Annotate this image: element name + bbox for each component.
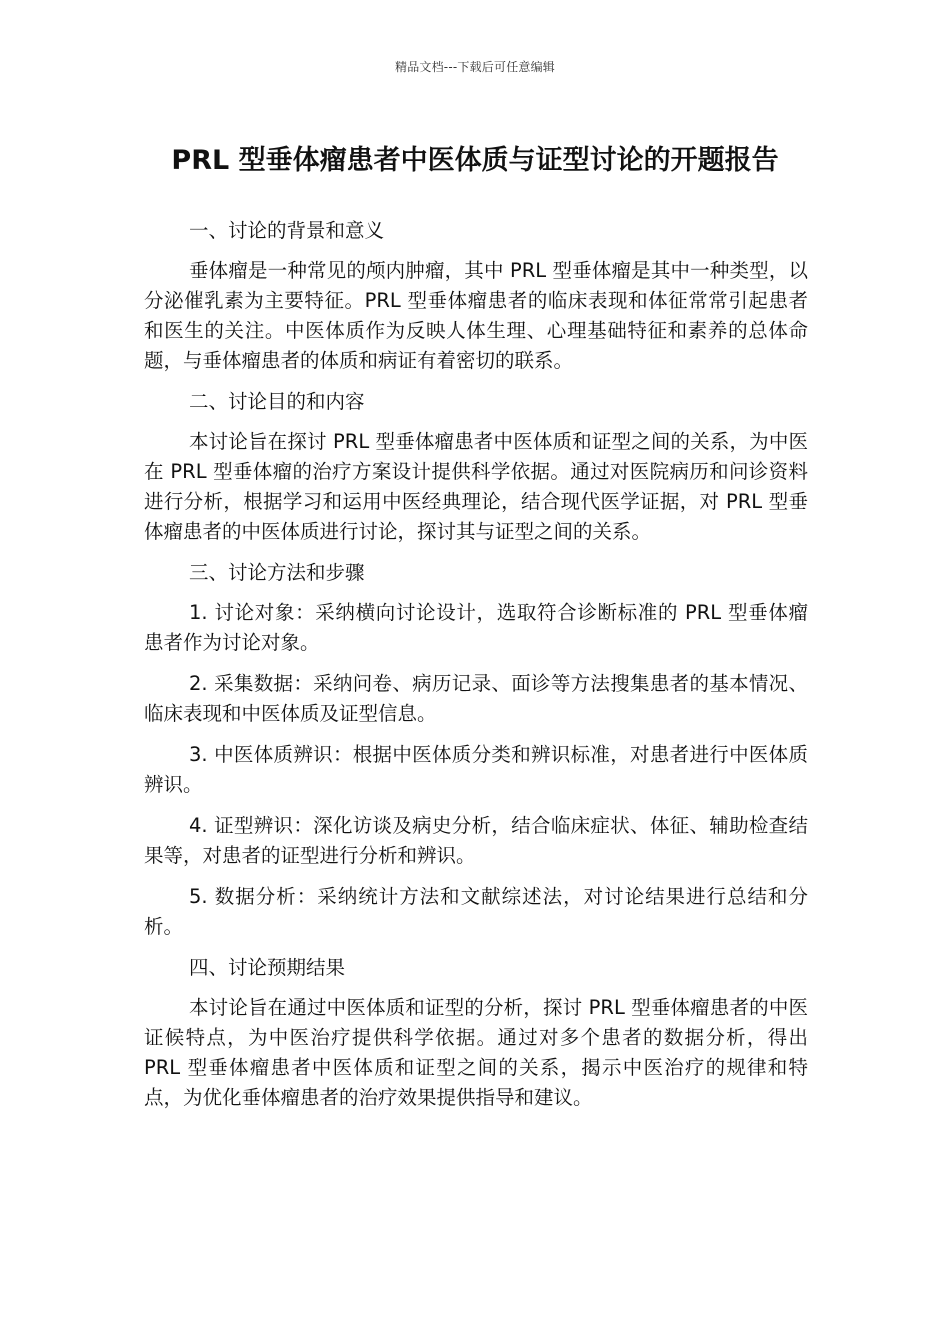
method-step: 2. 采集数据：采纳问卷、病历记录、面诊等方法搜集患者的基本情况、临床表现和中医体质及证型信息。: [144, 672, 808, 725]
section-heading: 三、讨论方法和步骤: [189, 561, 365, 584]
method-step: 1. 讨论对象：采纳横向讨论设计，选取符合诊断标准的 PRL 型垂体瘤患者作为讨论对象。: [144, 601, 808, 654]
section-paragraph: 本讨论旨在通过中医体质和证型的分析，探讨 PRL 型垂体瘤患者的中医证候特点，为中医治疗提供科学依据。通过对多个患者的数据分析，得出 PRL 型垂体瘤患者中医体质和证型之间的关系，揭示中医治疗的规律和特点，为优化垂体瘤患者的治疗效果提供指导和建议。: [144, 996, 808, 1109]
section-paragraph: 本讨论旨在探讨 PRL 型垂体瘤患者中医体质和证型之间的关系，为中医在 PRL 型垂体瘤的治疗方案设计提供科学依据。通过对医院病历和问诊资料进行分析，根据学习和运用中医经典理论，结合现代医学证据，对 PRL 型垂体瘤患者的中医体质进行讨论，探讨其与证型之间的关系。: [144, 430, 808, 543]
section-background: [144, 216, 808, 376]
section-purpose: [144, 387, 808, 547]
section-heading: 四、讨论预期结果: [189, 956, 346, 979]
section-methods: [144, 558, 808, 942]
method-step: 5. 数据分析：采纳统计方法和文献综述法，对讨论结果进行总结和分析。: [144, 885, 808, 938]
method-step: 4. 证型辨识：深化访谈及病史分析，结合临床症状、体征、辅助检查结果等，对患者的证型进行分析和辨识。: [144, 814, 808, 867]
document-title: PRL 型垂体瘤患者中医体质与证型讨论的开题报告: [171, 145, 779, 176]
section-expected-results: [144, 953, 808, 1113]
section-heading: 一、讨论的背景和意义: [189, 219, 385, 242]
method-step: 3. 中医体质辨识：根据中医体质分类和辨识标准，对患者进行中医体质辨识。: [144, 743, 808, 796]
document-body: [144, 216, 808, 1124]
section-heading: 二、讨论目的和内容: [189, 390, 365, 413]
section-paragraph: 垂体瘤是一种常见的颅内肿瘤，其中 PRL 型垂体瘤是其中一种类型，以分泌催乳素为主要特征。PRL 型垂体瘤患者的临床表现和体征常常引起患者和医生的关注。中医体质作为反映人体生理、心理基础特征和素养的总体命题，与垂体瘤患者的体质和病证有着密切的联系。: [144, 259, 808, 372]
page-header-note: 精品文档---下载后可任意编辑: [395, 60, 555, 74]
